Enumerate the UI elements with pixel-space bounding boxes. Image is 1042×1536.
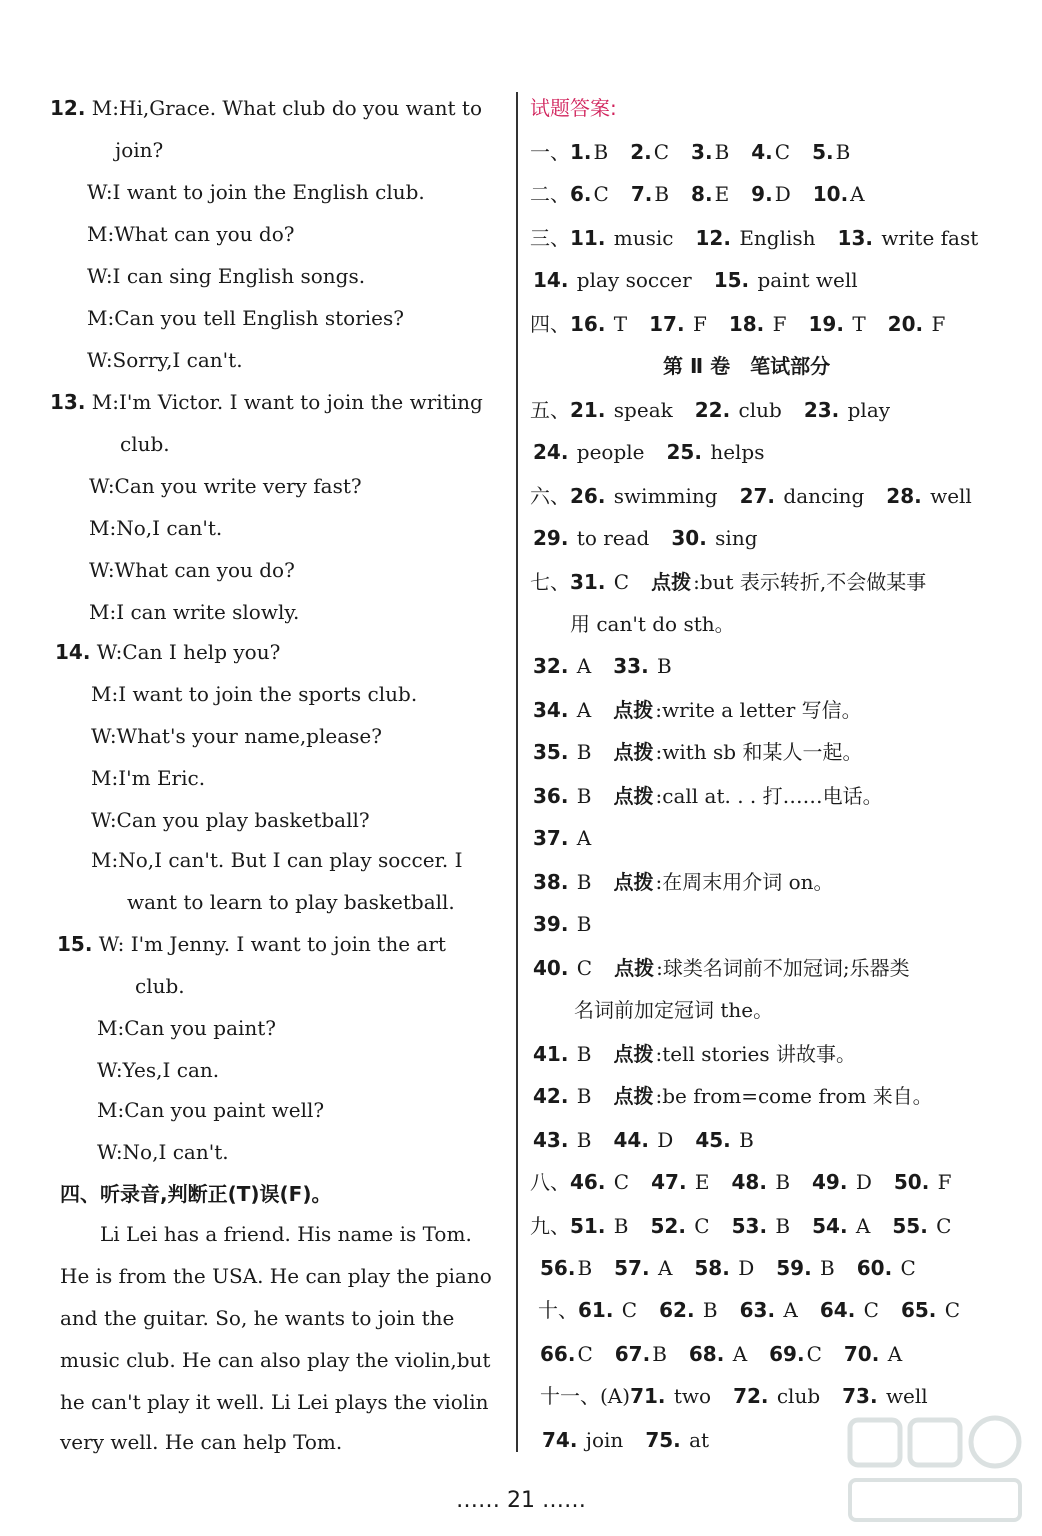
passage-line-1: Li Lei has a friend. His name is Tom. — [100, 1222, 472, 1246]
answer-34: 34. A 点拨 :write a letter 写信。 — [533, 698, 862, 722]
part-2-title: 第 Ⅱ 卷 笔试部分 — [663, 354, 831, 378]
answers-section-1: 一、1. B 2. C 3. B 4. C 5. B — [530, 140, 851, 164]
passage-line-4: music club. He can also play the violin,but — [60, 1348, 491, 1372]
column-divider — [516, 92, 518, 1452]
dialogue-12-line-1: 12. M:Hi,Grace. What club do you want to — [50, 96, 482, 120]
passage-line-2: He is from the USA. He can play the piano — [60, 1264, 492, 1288]
dialogue-14-line-1: 14. W:Can I help you? — [55, 640, 281, 664]
dialogue-14-line-3: W:What's your name,please? — [91, 724, 382, 748]
answers-section-11a: 十一、(A)71. two 72. club 73. well — [540, 1384, 928, 1408]
answer-39: 39. B — [533, 912, 592, 936]
answers-section-6a: 六、26. swimming 27. dancing 28. well — [530, 484, 972, 508]
dialogue-12-line-5: W:I can sing English songs. — [87, 264, 366, 288]
dialogue-14-line-5: W:Can you play basketball? — [91, 808, 370, 832]
answer-42: 42. B 点拨 :be from=come from 来自。 — [533, 1084, 933, 1108]
dialogue-13-line-2: club. — [120, 432, 170, 456]
dialogue-12-line-7: W:Sorry,I can't. — [87, 348, 243, 372]
answer-40-tip-cont: 名词前加定冠词 the。 — [574, 998, 774, 1022]
dialogue-14-line-6: M:No,I can't. But I can play soccer. I — [91, 848, 463, 872]
answers-section-6b: 29. to read 30. sing — [533, 526, 758, 550]
passage-line-6: very well. He can help Tom. — [60, 1430, 343, 1454]
dialogue-15-line-4: W:Yes,I can. — [97, 1058, 220, 1082]
answers-header: 试题答案: — [530, 96, 617, 120]
answers-section-9a: 九、51. B 52. C 53. B 54. A 55. C — [530, 1214, 952, 1238]
dialogue-12-line-3: W:I want to join the English club. — [87, 180, 425, 204]
dialogue-13-line-3: W:Can you write very fast? — [89, 474, 362, 498]
answer-37: 37. A — [533, 826, 592, 850]
passage-line-5: he can't play it well. Li Lei plays the violin — [60, 1390, 489, 1414]
dialogue-15-line-2: club. — [135, 974, 185, 998]
answers-section-9b: 56. B 57. A 58. D 59. B 60. C — [540, 1256, 916, 1280]
answers-section-5a: 五、21. speak 22. club 23. play — [530, 398, 891, 422]
dialogue-12-line-6: M:Can you tell English stories? — [87, 306, 404, 330]
answers-section-3b: 14. play soccer 15. paint well — [533, 268, 858, 292]
dialogue-15-line-3: M:Can you paint? — [97, 1016, 277, 1040]
answers-section-10b: 66. C 67. B 68. A 69. C 70. A — [540, 1342, 903, 1366]
answer-31-tip-cont: 用 can't do sth。 — [570, 612, 735, 636]
dialogue-12-line-4: M:What can you do? — [87, 222, 295, 246]
answer-40: 40. C 点拨 :球类名词前不加冠词;乐器类 — [533, 956, 910, 980]
watermark-logo — [840, 1410, 1030, 1530]
answer-31: 七、31. C 点拨 :but 表示转折,不会做某事 — [530, 570, 927, 594]
dialogue-13-line-1: 13. M:I'm Victor. I want to join the writing — [50, 390, 483, 414]
dialogue-13-line-5: W:What can you do? — [89, 558, 295, 582]
dialogue-15-line-5: M:Can you paint well? — [97, 1098, 325, 1122]
passage-line-3: and the guitar. So, he wants to join the — [60, 1306, 455, 1330]
dialogue-15-line-6: W:No,I can't. — [97, 1140, 229, 1164]
answers-section-4: 四、16. T 17. F 18. F 19. T 20. F — [530, 312, 946, 336]
answer-41: 41. B 点拨 :tell stories 讲故事。 — [533, 1042, 857, 1066]
dialogue-14-line-2: M:I want to join the sports club. — [91, 682, 418, 706]
answers-32-33: 32. A 33. B — [533, 654, 672, 678]
answers-section-10a: 十、61. C 62. B 63. A 64. C 65. C — [538, 1298, 961, 1322]
dialogue-13-line-6: M:I can write slowly. — [89, 600, 300, 624]
answer-36: 36. B 点拨 :call at. . . 打……电话。 — [533, 784, 883, 808]
dialogue-15-line-1: 15. W: I'm Jenny. I want to join the art — [57, 932, 446, 956]
answers-section-5b: 24. people 25. helps — [533, 440, 765, 464]
answers-section-8: 八、46. C 47. E 48. B 49. D 50. F — [530, 1170, 952, 1194]
dialogue-12-line-2: join? — [115, 138, 164, 162]
dialogue-13-line-4: M:No,I can't. — [89, 516, 223, 540]
answers-section-11b: 74. join 75. at — [542, 1428, 710, 1452]
answers-43-45: 43. B 44. D 45. B — [533, 1128, 754, 1152]
answer-38: 38. B 点拨 :在周末用介词 on。 — [533, 870, 834, 894]
section-4-title: 四、听录音,判断正(T)误(F)。 — [60, 1182, 332, 1206]
answers-section-2: 二、6. C 7. B 8. E 9. D 10. A — [530, 182, 865, 206]
dialogue-14-line-4: M:I'm Eric. — [91, 766, 206, 790]
page-number: …… 21 …… — [456, 1488, 586, 1513]
answer-35: 35. B 点拨 :with sb 和某人一起。 — [533, 740, 863, 764]
answers-section-3a: 三、11. music 12. English 13. write fast — [530, 226, 979, 250]
dialogue-14-line-7: want to learn to play basketball. — [127, 890, 455, 914]
